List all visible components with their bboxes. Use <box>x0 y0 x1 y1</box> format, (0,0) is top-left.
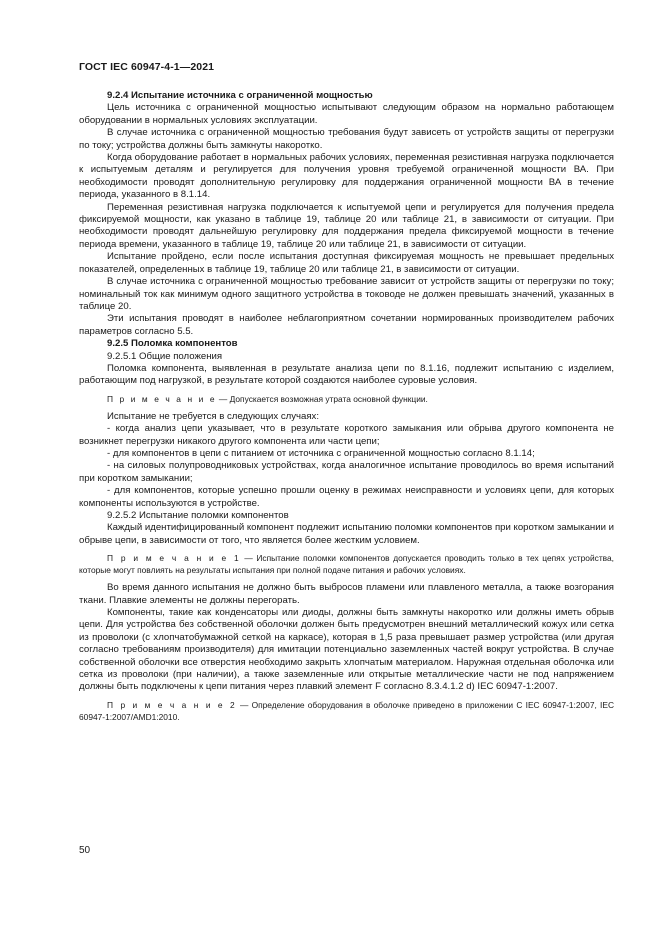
note <box>79 552 614 576</box>
list-item: - на силовых полупроводниковых устройствах, когда аналогичное испытание проводилось во время испытаний при коротком замыкании; <box>79 460 614 484</box>
section-heading-9-2-5: 9.2.5 Поломка компонентов <box>107 338 238 350</box>
paragraph: Испытание пройдено, если после испытания доступная фиксируемая мощность не превышает предельных показателей, определенных в таблице 19, таблице 20 или таблице 21, в зависимости от ситуации. <box>79 251 614 275</box>
paragraph: Переменная резистивная нагрузка подключается к испытуемой цепи и регулируется для получения предела фиксируемой мощности, как указано в таблице 19, таблице 20 или таблице 21, в зависимости от ситуации. При необходимости проводят дальнейшую регулировку для поддержания предела фиксируемой мощности в течение периода времени, указанного в таблице 19, таблице 20 или таблице 21, в зависимости от ситуации. <box>79 201 614 250</box>
note-label: П р и м е ч а н и е 2 <box>107 699 237 710</box>
document-header: ГОСТ IEC 60947-4-1—2021 <box>79 61 215 73</box>
paragraph: Во время данного испытания не должно быть выбросов пламени или плавленого металла, а также возгорания ткани. Плавкие элементы не должны перегорать. <box>79 582 614 606</box>
document-body <box>79 90 614 729</box>
paragraph: В случае источника с ограниченной мощностью требование зависит от устройств защиты от перегрузки по току; номинальный ток как минимум одного защитного устройства в тоководе не должен превышать значений, указанных в таблице 20. <box>79 276 614 312</box>
paragraph: Компоненты, такие как конденсаторы или диоды, должны быть замкнуты накоротко или должны иметь обрыв цепи. Для устройства без собственной оболочки должен быть предусмотрен внешний металлический кожух или сетка из проволоки (с хлопчатобумажной сеткой на каркасе), которая в 1,5 раза превышает размер устройства (или другая согласно требованиям производителя) для имитации потенциально заземленных частей вокруг устройства. В случае собственной оболочки все отверстия необходимо закрыть хлопчатым материалом. Наружная отдельная оболочка или сетка из проволоки (при наличии), а также заземленные или открытые металлические части не под напряжением должны быть подключены к цепи питания через плавкий элемент F согласно 8.3.4.1.2 d) IEC 60947-1:2007. <box>79 607 614 693</box>
list-item: - для компонентов, которые успешно прошли оценку в режимах неисправности и условиях цепи, для которых компоненты используются в устройстве. <box>79 485 614 509</box>
paragraph: Эти испытания проводят в наиболее неблагоприятном сочетании нормированных производителем рабочих параметров согласно 5.5. <box>79 313 614 337</box>
paragraph: Цель источника с ограниченной мощностью испытывают следующим образом на нормально работающем оборудовании в нормальных условиях эксплуатации. <box>79 102 614 126</box>
note-label: П р и м е ч а н и е 1 <box>107 553 241 564</box>
paragraph: Каждый идентифицированный компонент подлежит испытанию поломки компонентов при коротком замыкании и обрыве цепи, в зависимости от того, что является более жестким условием. <box>79 522 614 546</box>
subsection-heading-9-2-5-2: 9.2.5.2 Испытание поломки компонентов <box>107 510 289 521</box>
subsection-heading-9-2-5-1: 9.2.5.1 Общие положения <box>107 350 223 362</box>
note <box>79 393 614 405</box>
note <box>79 699 614 723</box>
paragraph: Испытание не требуется в следующих случаях: <box>107 410 320 422</box>
paragraph: Когда оборудование работает в нормальных рабочих условиях, переменная резистивная нагрузка подключается к испытуемым деталям и регулируется для получения уровня требуемой ограниченной мощности ВА. При необходимости проводят дополнительную регулировку для поддержания ограниченной мощности ВА в течение периода, указанного в 8.1.14. <box>79 152 614 201</box>
section-heading-9-2-4: 9.2.4 Испытание источника с ограниченной мощностью <box>107 90 373 101</box>
page-number: 50 <box>79 845 91 856</box>
note-label: П р и м е ч а н и е <box>107 393 217 404</box>
paragraph: Поломка компонента, выявленная в результате анализа цепи по 8.1.16, подлежит испытанию с изделием, работающим под нагрузкой, в результате которой создаются наиболее суровые условия. <box>79 362 614 387</box>
paragraph: В случае источника с ограниченной мощностью требования будут зависеть от устройств защиты от перегрузки по току; устройства должны быть замкнуты накоротко. <box>79 127 614 151</box>
note-text: — Испытание поломки компонентов допускается проводить только в тех цепях устройства, которые могут повлиять на результаты испытания при полной подаче питания и рабочих условиях. <box>79 553 614 576</box>
list-item: - когда анализ цепи указывает, что в результате короткого замыкания или обрыва другого компонента не возникнет перегрузки никакого другого компонента или части цепи; <box>79 423 614 447</box>
note-text: — Определение оборудования в оболочке приведено в приложении С IEC 60947-1:2007, IEC 60947-1:2007/AMD1:2010. <box>79 699 615 722</box>
note-text: — Допускается возможная утрата основной функции. <box>216 393 428 404</box>
list-item: - для компонентов в цепи с питанием от источника с ограниченной мощностью согласно 8.1.14; <box>107 447 535 459</box>
